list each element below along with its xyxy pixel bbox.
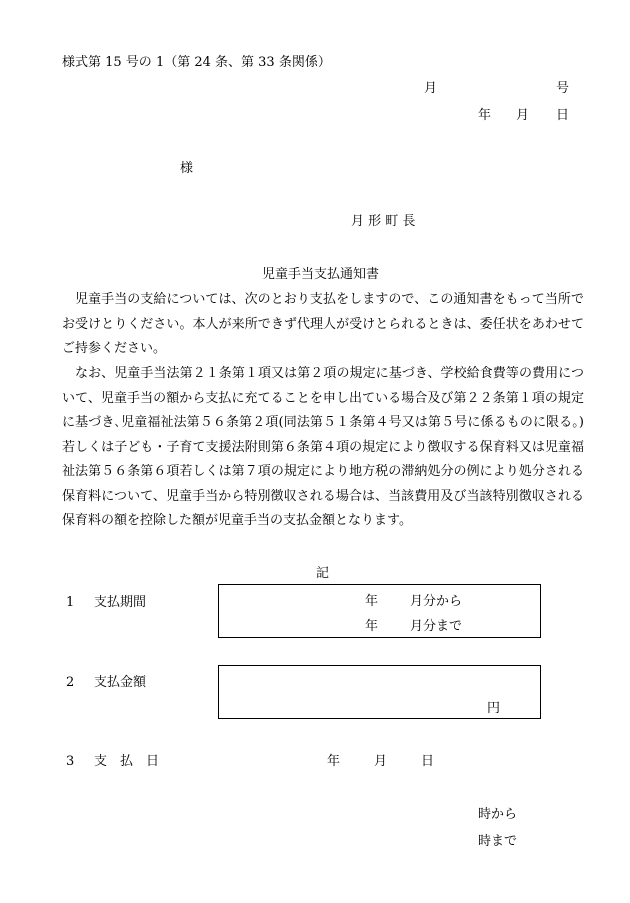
time-from: 時から xyxy=(478,807,518,822)
addressee-honorific: 様 xyxy=(180,161,194,176)
payday-year: 年 xyxy=(327,754,341,769)
amount-unit-yen: 円 xyxy=(487,701,501,716)
date-year: 年 xyxy=(478,108,492,123)
payday-day: 日 xyxy=(421,754,435,769)
period-from-year: 年 xyxy=(365,594,379,609)
period-to-month: 月分まで xyxy=(410,619,463,634)
time-to: 時まで xyxy=(478,834,518,849)
payment-amount-box xyxy=(218,665,541,719)
item-2-number: 2 xyxy=(66,675,75,690)
date-month: 月 xyxy=(516,108,530,123)
ki-heading: 記 xyxy=(316,566,330,581)
item-3-number: 3 xyxy=(66,754,75,769)
period-from-month: 月分から xyxy=(410,594,463,609)
item-2-label: 支払金額 xyxy=(94,675,147,690)
payday-month: 月 xyxy=(374,754,388,769)
paragraph-deduction: なお、児童手当法第２１条第１項又は第２項の規定に基づき、学校給食費等の費用について、児童手当の額から支払に充てることを申し出ている場合及び第２２条第１項の規定に基づき､児童福祉法第５６条第２項(同法第５１条第４号又は第５号に係るものに限る。)若しくは子ども・子育て支援法附則第６条第４項の規定により徴収する保育料又は児童福祉法第５６条第６項若しくは第７項の規定により地方税の滞納処分の例により処分される保育料について、児童手当から特別徴収される場合は、当該費用及び当該特別徴収される保育料の額を控除した額が児童手当の支払金額となります。 xyxy=(62,366,584,528)
item-1-number: 1 xyxy=(66,595,75,610)
item-1-label: 支払期間 xyxy=(94,595,147,610)
date-day: 日 xyxy=(556,108,570,123)
paragraph-notice: 児童手当の支給については、次のとおり支払をしますので、この通知書をもって当所でお受けとりください。本人が来所できず代理人が受けとられるときは、委任状をあわせてご持参ください。 xyxy=(62,292,584,356)
doc-number-suffix: 号 xyxy=(556,81,570,96)
issuer: 月 形 町 長 xyxy=(351,214,416,229)
payment-period-box xyxy=(218,584,541,638)
item-3-label: 支 払 日 xyxy=(94,754,160,769)
period-to-year: 年 xyxy=(365,619,379,634)
doc-number-month: 月 xyxy=(424,81,438,96)
document-title: 児童手当支払通知書 xyxy=(262,267,380,282)
form-label: 様式第 15 号の 1（第 24 条、第 33 条関係） xyxy=(62,55,331,70)
